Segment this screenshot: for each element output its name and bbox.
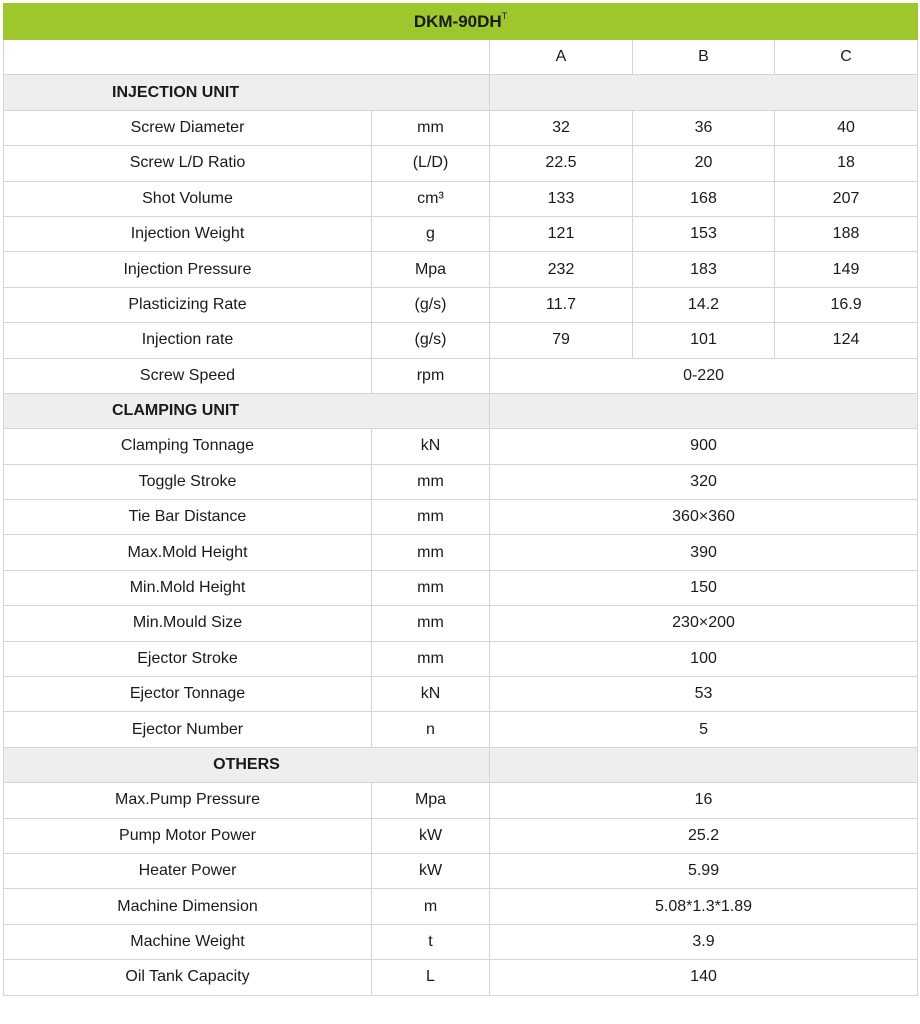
spec-value-a: 11.7 [490,287,633,322]
column-header-blank [4,40,490,75]
spec-row [4,712,918,747]
spec-value-shared: 230×200 [490,606,918,641]
spec-value-shared: 100 [490,641,918,676]
spec-row [4,216,918,251]
spec-value-shared: 0-220 [490,358,918,393]
spec-value-shared: 390 [490,535,918,570]
spec-label: Injection rate [4,323,372,358]
spec-unit: mm [372,535,490,570]
spec-value-a: 232 [490,252,633,287]
spec-unit: t [372,924,490,959]
spec-value-shared: 5.08*1.3*1.89 [490,889,918,924]
section-header-blank [490,747,918,782]
spec-label: Tie Bar Distance [4,500,372,535]
spec-value-shared: 16 [490,783,918,818]
spec-unit: g [372,216,490,251]
spec-value-shared: 53 [490,677,918,712]
spec-label: Machine Weight [4,924,372,959]
spec-unit: mm [372,464,490,499]
spec-value-shared: 3.9 [490,924,918,959]
spec-value-a: 22.5 [490,146,633,181]
spec-label: Plasticizing Rate [4,287,372,322]
spec-value-c: 18 [775,146,918,181]
spec-row [4,323,918,358]
spec-row [4,641,918,676]
spec-unit: (L/D) [372,146,490,181]
model-superscript: T [501,11,508,21]
spec-row [4,110,918,145]
column-header-row [4,40,918,75]
spec-row [4,960,918,995]
spec-value-shared: 140 [490,960,918,995]
spec-label: Max.Pump Pressure [4,783,372,818]
spec-label: Ejector Stroke [4,641,372,676]
spec-value-shared: 25.2 [490,818,918,853]
spec-label: Oil Tank Capacity [4,960,372,995]
spec-row [4,464,918,499]
spec-row [4,500,918,535]
spec-label: Min.Mould Size [4,606,372,641]
spec-row [4,570,918,605]
section-title: INJECTION UNIT [4,75,490,110]
spec-label: Machine Dimension [4,889,372,924]
spec-value-c: 149 [775,252,918,287]
spec-row [4,252,918,287]
column-header-c: C [775,40,918,75]
spec-row [4,287,918,322]
spec-label: Shot Volume [4,181,372,216]
spec-value-b: 168 [633,181,775,216]
spec-label: Injection Weight [4,216,372,251]
section-header-row [4,393,918,428]
spec-unit: kW [372,853,490,888]
section-title: CLAMPING UNIT [4,393,490,428]
spec-table-body [4,4,918,996]
spec-row [4,429,918,464]
section-title: OTHERS [4,747,490,782]
spec-label: Screw Diameter [4,110,372,145]
spec-table [3,3,918,996]
spec-label: Heater Power [4,853,372,888]
spec-unit: Mpa [372,252,490,287]
spec-row [4,606,918,641]
spec-label: Screw L/D Ratio [4,146,372,181]
model-name: DKM-90DH [413,12,502,31]
spec-value-b: 101 [633,323,775,358]
spec-label: Max.Mold Height [4,535,372,570]
spec-value-shared: 5 [490,712,918,747]
spec-value-b: 20 [633,146,775,181]
spec-row [4,818,918,853]
spec-unit: (g/s) [372,323,490,358]
spec-row [4,181,918,216]
spec-label: Min.Mold Height [4,570,372,605]
spec-unit: mm [372,606,490,641]
spec-row [4,783,918,818]
spec-unit: L [372,960,490,995]
spec-label: Ejector Number [4,712,372,747]
spec-label: Injection Pressure [4,252,372,287]
spec-unit: m [372,889,490,924]
spec-label: Toggle Stroke [4,464,372,499]
spec-value-a: 133 [490,181,633,216]
spec-value-c: 188 [775,216,918,251]
spec-value-b: 36 [633,110,775,145]
spec-row [4,853,918,888]
spec-unit: mm [372,641,490,676]
spec-value-a: 79 [490,323,633,358]
spec-value-shared: 5.99 [490,853,918,888]
spec-value-a: 121 [490,216,633,251]
spec-row [4,677,918,712]
spec-row [4,358,918,393]
column-header-a: A [490,40,633,75]
spec-row [4,535,918,570]
spec-unit: mm [372,500,490,535]
spec-value-shared: 900 [490,429,918,464]
spec-value-shared: 320 [490,464,918,499]
spec-label: Screw Speed [4,358,372,393]
spec-value-a: 32 [490,110,633,145]
title-row [4,4,918,40]
spec-row [4,889,918,924]
spec-unit: n [372,712,490,747]
spec-value-c: 207 [775,181,918,216]
spec-row [4,924,918,959]
column-header-b: B [633,40,775,75]
spec-unit: kN [372,429,490,464]
spec-row [4,146,918,181]
spec-label: Pump Motor Power [4,818,372,853]
spec-value-c: 124 [775,323,918,358]
spec-value-b: 153 [633,216,775,251]
spec-unit: mm [372,570,490,605]
spec-value-c: 40 [775,110,918,145]
spec-unit: kW [372,818,490,853]
spec-unit: (g/s) [372,287,490,322]
spec-unit: Mpa [372,783,490,818]
spec-label: Ejector Tonnage [4,677,372,712]
spec-unit: kN [372,677,490,712]
spec-label: Clamping Tonnage [4,429,372,464]
spec-value-shared: 150 [490,570,918,605]
section-header-blank [490,393,918,428]
section-header-blank [490,75,918,110]
spec-unit: mm [372,110,490,145]
model-title [4,4,918,40]
section-header-row [4,747,918,782]
spec-value-shared: 360×360 [490,500,918,535]
spec-unit: cm³ [372,181,490,216]
spec-unit: rpm [372,358,490,393]
spec-value-b: 14.2 [633,287,775,322]
section-header-row [4,75,918,110]
spec-value-c: 16.9 [775,287,918,322]
spec-value-b: 183 [633,252,775,287]
